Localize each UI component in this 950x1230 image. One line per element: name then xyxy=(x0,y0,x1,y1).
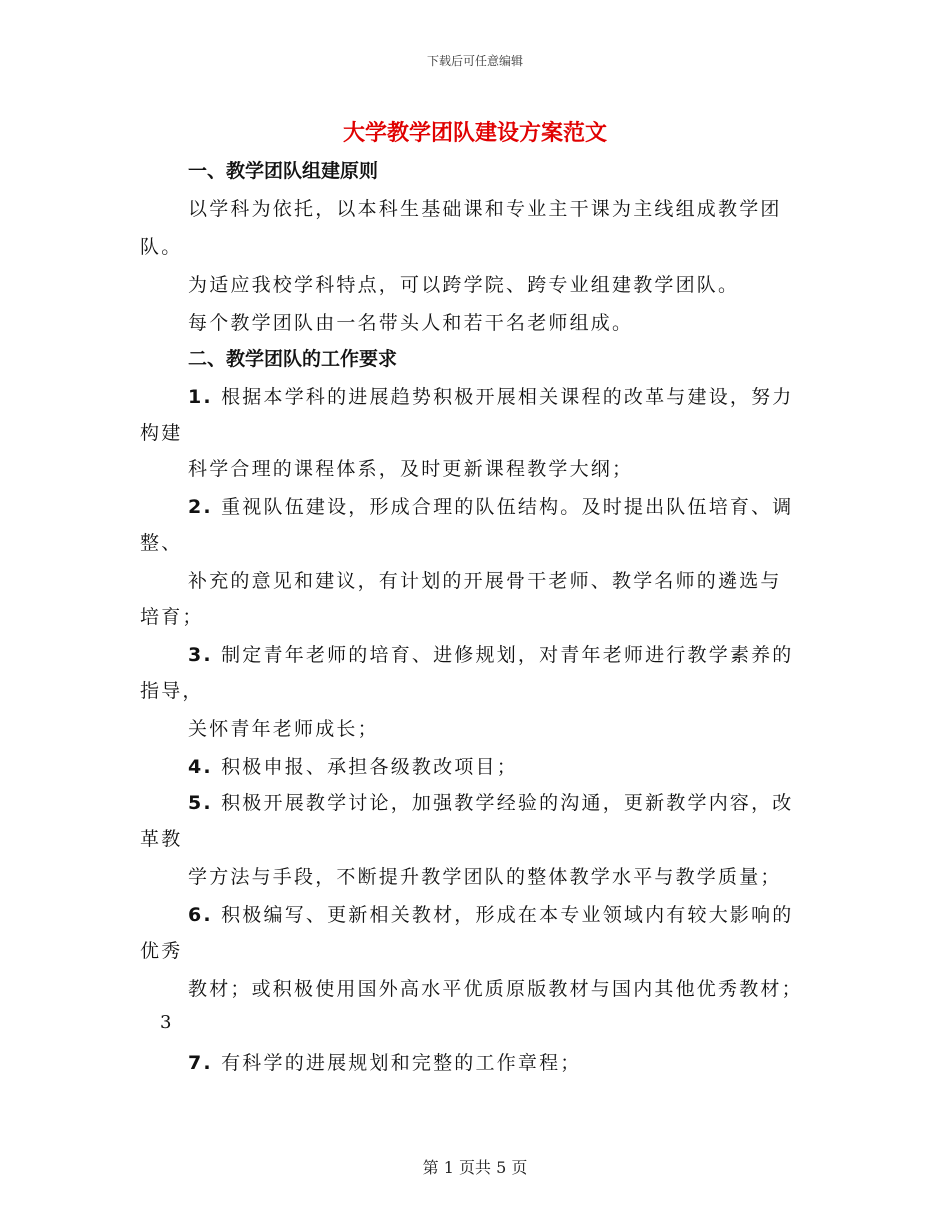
list-item xyxy=(188,1048,582,1075)
paragraph-line: 整、 xyxy=(140,532,183,554)
item-text: 积极申报、承担各级教改项目； xyxy=(221,756,518,778)
list-item xyxy=(188,752,518,779)
section-heading: 二、教学团队的工作要求 xyxy=(188,348,398,370)
paragraph-line: 队。 xyxy=(140,236,183,258)
section-heading: 一、教学团队组建原则 xyxy=(188,160,379,182)
paragraph-line: 关怀青年老师成长； xyxy=(188,718,379,740)
item-text: 有科学的进展规划和完整的工作章程； xyxy=(221,1052,582,1074)
list-item xyxy=(188,788,794,815)
paragraph-line: 以学科为依托，以本科生基础课和专业主干课为主线组成教学团 xyxy=(188,198,782,220)
item-text: 积极编写、更新相关教材，形成在本专业领域内有较大影响的 xyxy=(221,904,794,926)
paragraph-line: 学方法与手段，不断提升教学团队的整体教学水平与教学质量； xyxy=(188,866,782,888)
item-number: 5. xyxy=(188,792,213,814)
page-number-mark: 3 xyxy=(160,1012,174,1033)
paragraph-line: 教材；或积极使用国外高水平优质原版教材与国内其他优秀教材； xyxy=(188,978,803,1000)
paragraph-line: 构建 xyxy=(140,422,183,444)
page-footer: 第 1 页共 5 页 xyxy=(422,1158,528,1177)
paragraph-line: 指导， xyxy=(140,680,204,702)
item-number: 1. xyxy=(188,386,213,408)
paragraph-line: 为适应我校学科特点，可以跨学院、跨专业组建教学团队。 xyxy=(188,274,740,296)
list-item xyxy=(188,492,794,519)
paragraph-line: 补充的意见和建议，有计划的开展骨干老师、教学名师的遴选与 xyxy=(188,570,782,592)
item-text: 根据本学科的进展趋势积极开展相关课程的改革与建设，努力 xyxy=(221,386,794,408)
paragraph-line: 优秀 xyxy=(140,940,183,962)
item-number: 2. xyxy=(188,496,213,518)
item-number: 3. xyxy=(188,644,213,666)
item-number: 6. xyxy=(188,904,213,926)
paragraph-line: 科学合理的课程体系，及时更新课程教学大纲； xyxy=(188,458,634,480)
item-number: 4. xyxy=(188,756,213,778)
item-text: 制定青年老师的培育、进修规划，对青年老师进行教学素养的 xyxy=(221,644,794,666)
item-text: 重视队伍建设，形成合理的队伍结构。及时提出队伍培育、调 xyxy=(221,496,794,518)
list-item xyxy=(188,900,794,927)
document-title: 大学教学团队建设方案范文 xyxy=(342,120,607,146)
item-text: 积极开展教学讨论，加强教学经验的沟通，更新教学内容，改 xyxy=(221,792,794,814)
page-header: 下载后可任意编辑 xyxy=(426,54,523,68)
item-number: 7. xyxy=(188,1052,213,1074)
list-item xyxy=(188,640,794,667)
paragraph-line: 每个教学团队由一名带头人和若干名老师组成。 xyxy=(188,312,634,334)
paragraph-line: 革教 xyxy=(140,828,183,850)
paragraph-line: 培育； xyxy=(140,606,204,628)
list-item xyxy=(188,382,794,409)
